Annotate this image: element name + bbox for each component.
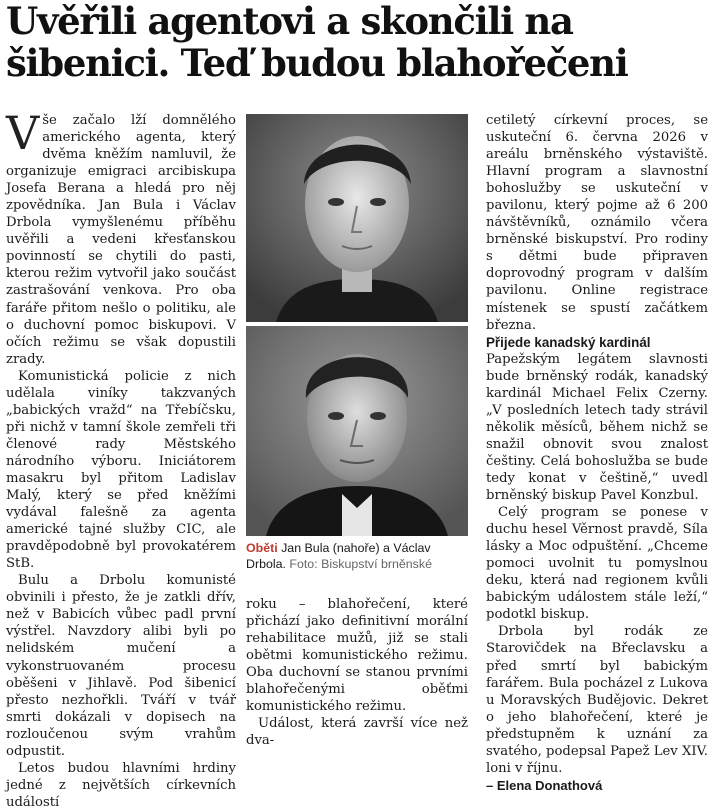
photo-vaclav-drbola [246,326,468,536]
paragraph: Drbola byl rodák ze Starovičdek na Břeclavsku a před smrtí byl babickým farářem. Bula pocházel z Lukova u Moravských Budějovic. Dekret o jeho blahořečení, které je předstupněm k uznání za svatého, podepsal Papež Lev XIV. loni v říjnu. [486,624,708,776]
author-byline: – Elena Donathová [486,777,603,793]
article-column-3 [486,112,708,794]
caption-text: Jan Bula (nahoře) a Václav Drbola. [246,541,431,571]
paragraph: roku – blahořečení, které přichází jako definitivní morální rehabilitace mužů, již se stali obětmi komunistického režimu. Oba duchovní se stanou prvními blahořečenými oběťmi komunistického režimu. [246,597,468,715]
article-column-1 [6,106,236,811]
paragraph [6,106,236,368]
caption-lead: Oběti [246,541,278,555]
paragraph: cetiletý církevní proces, se uskuteční 6. června 2026 v areálu brněnského výstaviště. Hlavní program a slavnostní bohoslužby se uskuteční v pavilonu, který pojme až 6 200 návštěvníků, oznámilo včera brněnské biskupství. Pro rodiny s dětmi bude připraven doprovodný program v dalším pavilonu. Online registrace místenek se spustí začátkem března. [486,113,708,333]
photo-caption [246,540,468,572]
drop-cap: V [6,106,40,160]
paragraph: Bulu a Drbolu komunisté obvinili i přesto, že je zatkli dřív, než v Babicích vůbec padl první výstřel. Navzdory alibi byli po nelidském mučení a vykonstruovaném procesu oběšeni v Jihlavě. Pod šibenicí přesto nezhořkli. Tváří v tvář smrti dokázali v dopisech na rozloučenou svým vrahům odpustit. [6,573,236,759]
article-column-2 [246,596,468,749]
paragraph-text: še začalo lží domnělého amerického agenta, který dvěma kněžím namluvil, že organizuje emigraci arcibiskupa Josefa Berana a hledá pro něj zpovědníka. Jan Bula i Václav Drbola vymyšlenému příběhu uvěřili a vedeni křesťanskou povinností se chytili do pasti, kterou režim vytvořil jako součást zastrašování venkova. Pro oba faráře přitom nešlo o politiku, ale o duchovní pomoc biskupovi. V očích režimu se však dopustili zrady. [6,113,236,367]
paragraph: Letos budou hlavními hrdiny jedné z největších církevních událostí [6,760,236,810]
subheading: Přijede kanadský kardinál [486,334,651,350]
paragraph: Papežským legátem slavnosti bude brněnský rodák, kanadský kardinál Michael Felix Czerny. „V posledních letech tady strávil několik měsíců, během nichž se snažil obnovit svou znalost češtiny. Celá bohoslužba se bude tedy konat v češtině,“ uvedl brněnský biskup Pavel Konzbul. [486,351,708,504]
paragraph: Událost, která završí více než dva- [246,716,468,749]
headline: Uvěřili agentovi a skončili na šibenici. Teď budou blahořečeni [6,0,628,85]
photo-credit: Foto: Biskupství brněnské [285,557,432,571]
paragraph: Komunistická policie z nich udělala viníky takzvaných „babických vražd“ na Třebíčsku, při nichž v tamní škole zemřeli tři členové rady Městského národního výboru. Iniciátorem masakru byl přitom Ladislav Malý, který se před kněžími vydával falešně za agenta americké tajné služby CIC, ale pravděpodobně byl provokatérem StB. [6,368,236,572]
photo-jan-bula [246,114,468,322]
paragraph: Celý program se ponese v duchu hesel Věrnost pravdě, Síla lásky a Moc odpuštění. „Chceme pomoci uvolnit tu pomyslnou deku, která nad regionem kvůli babickým událostem stále leží,“ podotkl biskup. [486,505,708,623]
